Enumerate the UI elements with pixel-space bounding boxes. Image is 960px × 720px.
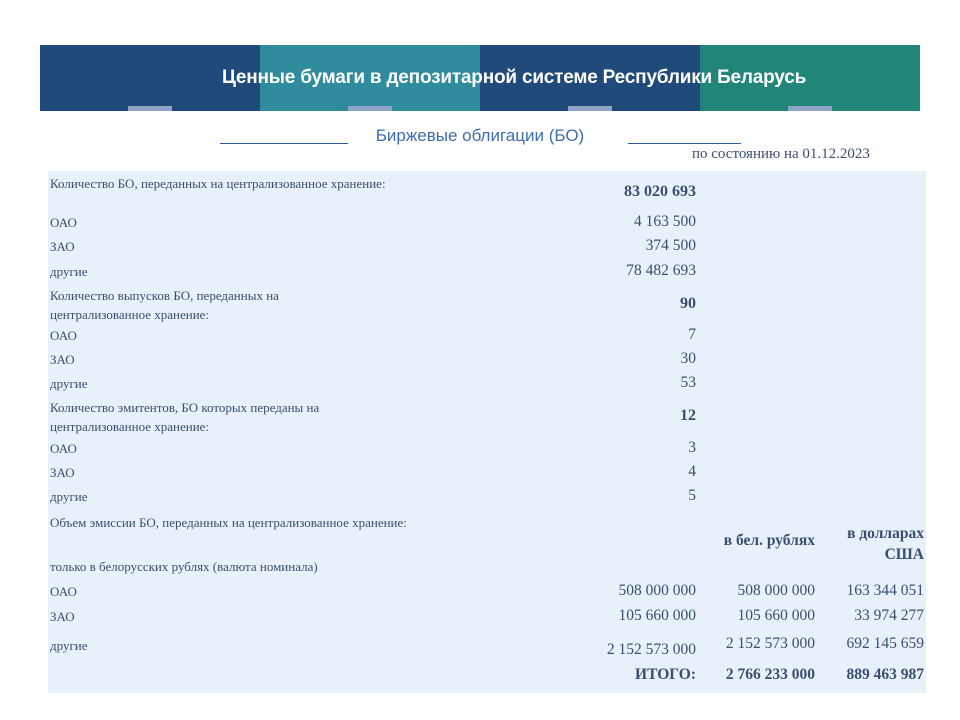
row-label: ЗАО bbox=[50, 609, 75, 624]
row-value: 105 660 000 bbox=[618, 607, 696, 624]
row-label: ЗАО bbox=[50, 465, 75, 480]
as-of-date: по состоянию на 01.12.2023 bbox=[692, 146, 870, 162]
issues-section bbox=[48, 285, 926, 325]
row-value: 53 bbox=[680, 374, 696, 391]
row-value: 30 bbox=[680, 350, 696, 367]
issuers-label: Количество эмитентов, БО которых переданы на централизованное хранение: bbox=[50, 400, 320, 434]
volume-sublabel: только в белорусских рублях (валюта номинала) bbox=[50, 559, 318, 574]
issues-label: Количество выпусков БО, переданных на централизованное хранение: bbox=[50, 288, 279, 322]
section-subtitle: Биржевые облигации (БО) bbox=[375, 126, 585, 145]
row-value: 374 500 bbox=[645, 237, 696, 254]
quantity-label: Количество БО, переданных на централизованное хранение: bbox=[50, 176, 386, 191]
row-value: 3 bbox=[688, 439, 696, 456]
volume-label: Объем эмиссии БО, переданных на централизованное хранение: bbox=[50, 515, 407, 530]
total-usd: 889 463 987 bbox=[846, 666, 924, 683]
row-label: ОАО bbox=[50, 441, 77, 456]
row-label: другие bbox=[50, 264, 88, 279]
row-value: 2 152 573 000 bbox=[606, 641, 696, 658]
row-label: другие bbox=[50, 489, 88, 504]
issuers-section bbox=[48, 397, 926, 437]
row-byn: 105 660 000 bbox=[737, 607, 815, 624]
col-header-byn: в бел. рублях bbox=[723, 532, 815, 549]
subtitle-rule-right bbox=[628, 143, 741, 144]
total-label: ИТОГО: bbox=[635, 666, 696, 683]
issues-total: 90 bbox=[680, 295, 696, 312]
issuers-total: 12 bbox=[680, 407, 696, 424]
row-usd: 163 344 051 bbox=[846, 582, 924, 599]
row-byn: 508 000 000 bbox=[737, 582, 815, 599]
col-header-usd: в долларах США bbox=[847, 525, 924, 563]
row-value: 4 163 500 bbox=[634, 213, 696, 230]
row-label: другие bbox=[50, 638, 88, 653]
row-value: 508 000 000 bbox=[618, 582, 696, 599]
row-value: 7 bbox=[688, 326, 696, 343]
row-value: 4 bbox=[688, 463, 696, 480]
row-label: другие bbox=[50, 376, 88, 391]
data-table bbox=[48, 171, 926, 693]
row-label: ОАО bbox=[50, 584, 77, 599]
row-label: ЗАО bbox=[50, 239, 75, 254]
row-label: ОАО bbox=[50, 215, 77, 230]
row-usd: 33 974 277 bbox=[854, 607, 924, 624]
row-usd: 692 145 659 bbox=[846, 635, 924, 652]
volume-section bbox=[48, 512, 926, 578]
row-byn: 2 152 573 000 bbox=[725, 635, 815, 652]
total-byn: 2 766 233 000 bbox=[725, 666, 815, 683]
row-label: ОАО bbox=[50, 328, 77, 343]
row-label: ЗАО bbox=[50, 352, 75, 367]
row-value: 78 482 693 bbox=[626, 262, 696, 279]
quantity-total: 83 020 693 bbox=[624, 183, 696, 200]
quantity-section bbox=[48, 173, 926, 213]
row-value: 5 bbox=[688, 487, 696, 504]
page-title: Ценные бумаги в депозитарной системе Республики Беларусь bbox=[221, 67, 807, 88]
